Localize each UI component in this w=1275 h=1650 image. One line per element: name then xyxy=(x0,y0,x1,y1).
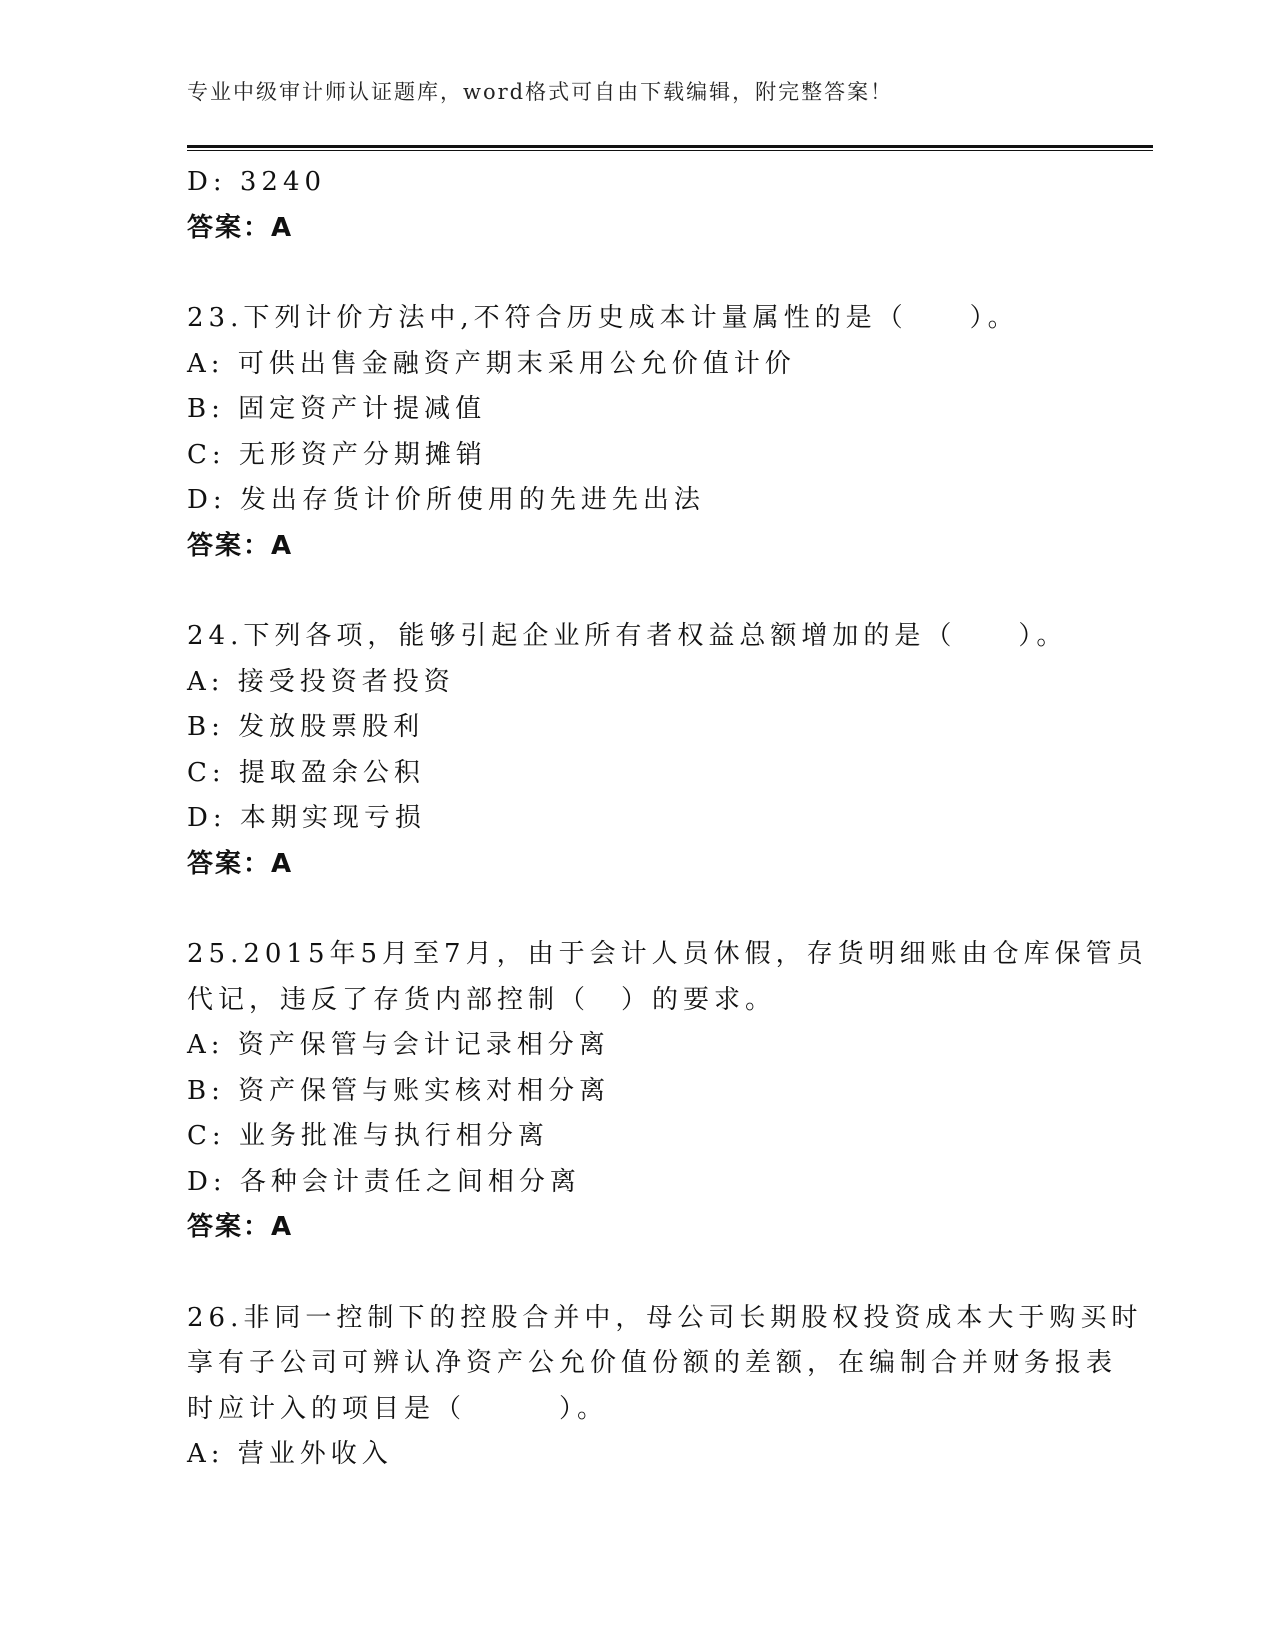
option-a: A: 营业外收入 xyxy=(187,1439,393,1469)
page-header: 专业中级审计师认证题库，word格式可自由下载编辑，附完整答案！ xyxy=(187,80,894,104)
question-stem: 24.下列各项，能够引起企业所有者权益总额增加的是（ ）。 xyxy=(187,621,1068,651)
question-stem-line-2: 代记，违反了存货内部控制（ ）的要求。 xyxy=(187,984,777,1015)
spacer xyxy=(187,1251,1087,1296)
option-d: D: 各种会计责任之间相分离 xyxy=(187,1166,581,1197)
option-d: D: 发出存货计价所使用的先进先出法 xyxy=(187,485,705,515)
question-25 xyxy=(187,932,1148,1251)
spacer xyxy=(187,251,1087,296)
option-a: A: 接受投资者投资 xyxy=(187,666,455,697)
question-24 xyxy=(187,614,1087,887)
question-26 xyxy=(187,1296,1143,1478)
question-stem-line-2: 享有子公司可辨认净资产公允价值份额的差额，在编制合并财务报表 xyxy=(187,1348,1118,1378)
question-stem: 23.下列计价方法中,不符合历史成本计量属性的是（ ）。 xyxy=(187,303,1019,333)
option-b: B: 发放股票股利 xyxy=(187,712,425,742)
question-stem-line-1: 26.非同一控制下的控股合并中，母公司长期股权投资成本大于购买时 xyxy=(187,1302,1143,1333)
question-23 xyxy=(187,296,1087,569)
option-c: C: 业务批准与执行相分离 xyxy=(187,1121,549,1151)
option-a: A: 可供出售金融资产期末采用公允价值计价 xyxy=(187,348,796,379)
option-c: C: 提取盈余公积 xyxy=(187,757,425,788)
question-stem-line-1: 25.2015年5月至7月，由于会计人员休假，存货明细账由仓库保管员 xyxy=(187,939,1148,969)
option-d: D: 本期实现亏损 xyxy=(187,803,426,833)
answer-line: 答案：A xyxy=(187,848,294,879)
option-b: B: 固定资产计提减值 xyxy=(187,394,487,424)
answer-line: 答案：A xyxy=(187,212,294,243)
option-d: D: 3240 xyxy=(187,167,327,197)
option-b: B: 资产保管与账实核对相分离 xyxy=(187,1075,611,1106)
question-list xyxy=(187,160,1148,1478)
option-a: A: 资产保管与会计记录相分离 xyxy=(187,1030,610,1060)
spacer xyxy=(187,887,1087,932)
answer-line: 答案：A xyxy=(187,530,294,561)
answer-line: 答案：A xyxy=(187,1212,294,1242)
spacer xyxy=(187,569,1087,614)
option-c: C: 无形资产分期摊销 xyxy=(187,439,487,470)
question-stem-line-3: 时应计入的项目是（ ）。 xyxy=(187,1393,609,1424)
header-divider xyxy=(187,145,1153,151)
